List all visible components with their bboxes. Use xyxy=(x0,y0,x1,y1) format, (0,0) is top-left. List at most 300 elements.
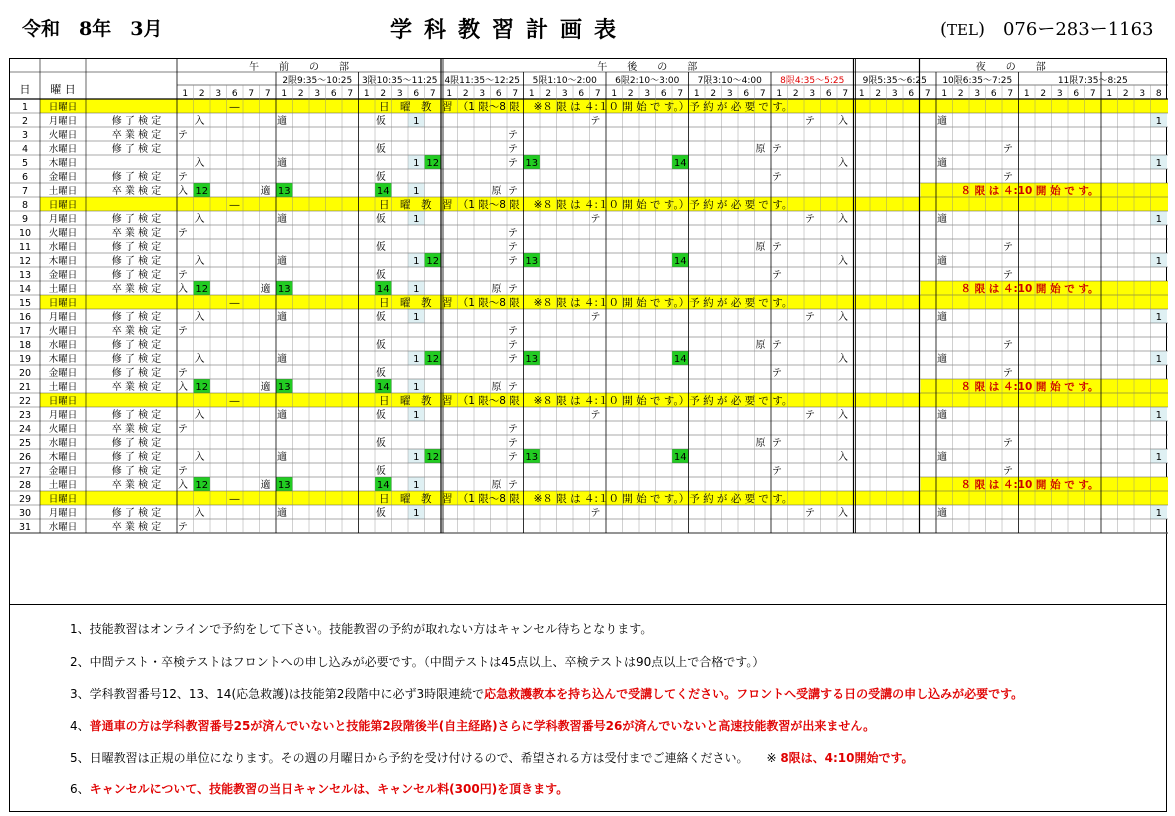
sub-column-number: 1 xyxy=(281,89,288,99)
course-label: 修 了 検 定 xyxy=(111,354,162,365)
course-label: 修 了 検 定 xyxy=(111,410,162,421)
day-number: 21 xyxy=(18,382,32,393)
cell-mark: 12 xyxy=(426,354,440,365)
schedule-grid xyxy=(10,59,1168,606)
weekday-label: 日曜日 xyxy=(48,494,78,505)
weekday-label: 土曜日 xyxy=(48,186,78,197)
weekday-label: 日曜日 xyxy=(48,200,78,211)
cell-mark: 入 xyxy=(194,410,205,421)
weekday-label: 金曜日 xyxy=(48,466,78,477)
sub-column-number: 1 xyxy=(1106,89,1113,99)
cell-mark: 適 xyxy=(937,354,947,365)
sub-column-number: 1 xyxy=(446,89,453,99)
sub-column-number: 7 xyxy=(512,89,519,99)
cell-mark: テ xyxy=(805,214,815,225)
cell-mark: 14 xyxy=(376,480,390,491)
cell-mark: 14 xyxy=(376,382,390,393)
cell-mark: テ xyxy=(508,144,518,155)
course-label: 修 了 検 定 xyxy=(111,438,162,449)
note-emphasis: 応急救護教本を持ち込んで受講してください。フロントへ受講する日の受講の申し込みが必要です。 xyxy=(484,687,1024,701)
sub-column-number: 2 xyxy=(627,89,634,99)
weekday-label: 水曜日 xyxy=(48,242,78,253)
cell-mark: テ xyxy=(508,284,518,295)
cell-mark: 1 xyxy=(1155,256,1162,267)
sunday-banner: 日 曜 教 習 （1 限～8 限 ※８ 限 は ４:１０ 開 始 で す。）予 約 が 必 要 で す。 xyxy=(379,199,793,211)
cell-mark: 原 xyxy=(491,186,502,197)
cell-mark: 1 xyxy=(413,452,420,463)
sub-column-number: 2 xyxy=(545,89,552,99)
cell-mark: テ xyxy=(508,256,518,267)
cell-mark: 適 xyxy=(937,312,947,323)
cell-mark: 1 xyxy=(413,284,420,295)
weekday-label: 木曜日 xyxy=(48,354,78,365)
cell-mark: テ xyxy=(1003,466,1013,477)
section-morning: 午 前 の 部 xyxy=(249,62,349,73)
course-label: 修 了 検 定 xyxy=(111,270,162,281)
weekday-label: 金曜日 xyxy=(48,172,78,183)
cell-mark: テ xyxy=(772,368,782,379)
cell-mark: テ xyxy=(508,354,518,365)
day-number: 4 xyxy=(21,144,29,155)
day-number: 26 xyxy=(18,452,32,463)
cell-mark: テ xyxy=(508,480,518,491)
cell-mark: 適 xyxy=(277,256,287,267)
saturday-banner: ８ 限 は ４:10 開 始 で す。 xyxy=(960,283,1099,295)
cell-mark: 適 xyxy=(277,354,287,365)
cell-mark: 適 xyxy=(277,410,287,421)
sunday-dash: ― xyxy=(229,396,240,407)
cell-mark: 13 xyxy=(277,382,291,393)
day-number: 22 xyxy=(18,396,32,407)
sub-column-number: 6 xyxy=(330,89,337,99)
course-label: 修 了 検 定 xyxy=(111,256,162,267)
cell-mark: 1 xyxy=(413,214,420,225)
day-number: 17 xyxy=(18,326,32,337)
cell-mark: テ xyxy=(1003,438,1013,449)
cell-mark: テ xyxy=(772,466,782,477)
cell-mark: 適 xyxy=(937,256,947,267)
day-number: 1 xyxy=(21,102,29,113)
cell-mark: テ xyxy=(590,410,601,421)
weekday-label: 水曜日 xyxy=(48,522,78,533)
period-header: 10限6:35～7:25 xyxy=(942,76,1013,86)
cell-mark: テ xyxy=(178,172,188,183)
cell-mark: 13 xyxy=(525,256,539,267)
cell-mark: 1 xyxy=(1155,508,1162,519)
tel-number: 076ー283ー1163 xyxy=(1002,19,1154,40)
weekday-label: 木曜日 xyxy=(48,256,78,267)
schedule-table xyxy=(9,58,1167,605)
sub-column-number: 7 xyxy=(347,89,354,99)
weekday-label: 月曜日 xyxy=(48,116,78,127)
cell-mark: テ xyxy=(508,242,518,253)
course-label: 修 了 検 定 xyxy=(111,368,162,379)
cell-mark: 適 xyxy=(937,214,947,225)
day-number: 2 xyxy=(21,116,29,127)
sub-column-number: 7 xyxy=(429,89,436,99)
cell-mark: 12 xyxy=(195,382,209,393)
course-label: 修 了 検 定 xyxy=(111,214,162,225)
cell-mark: 適 xyxy=(277,158,287,169)
day-number: 9 xyxy=(21,214,29,225)
sub-column-number: 3 xyxy=(1056,89,1063,99)
cell-mark: テ xyxy=(1003,144,1013,155)
sub-column-number: 2 xyxy=(1122,89,1129,99)
cell-mark: 適 xyxy=(277,452,287,463)
cell-mark: 入 xyxy=(194,214,205,225)
weekday-label: 水曜日 xyxy=(48,144,78,155)
cell-mark: 入 xyxy=(194,452,205,463)
cell-mark: 仮 xyxy=(376,172,386,183)
weekday-label: 月曜日 xyxy=(48,214,78,225)
cell-mark: テ xyxy=(508,340,518,351)
sub-column-number: 7 xyxy=(677,89,684,99)
cell-mark: 適 xyxy=(260,382,271,393)
note-emphasis: キャンセルについて、技能教習の当日キャンセルは、キャンセル料(300円)を頂きます。 xyxy=(89,782,569,796)
cell-mark: テ xyxy=(772,438,782,449)
day-number: 18 xyxy=(18,340,32,351)
cell-mark: テ xyxy=(805,410,815,421)
cell-mark: 1 xyxy=(413,354,420,365)
weekday-label: 土曜日 xyxy=(48,382,78,393)
note-text: 2、中間テスト・卒検テストはフロントへの申し込みが必要です。（中間テストは45点以上、卒検テストは90点以上で合格です。） xyxy=(70,655,765,669)
cell-mark: 14 xyxy=(673,452,687,463)
note-line xyxy=(70,780,568,797)
sub-column-number: 3 xyxy=(479,89,486,99)
cell-mark: 入 xyxy=(838,158,848,169)
cell-mark: 入 xyxy=(194,354,205,365)
cell-mark: 12 xyxy=(426,256,440,267)
day-number: 16 xyxy=(18,312,32,323)
sunday-dash: ― xyxy=(229,494,240,505)
tel-label: TEL xyxy=(947,21,978,39)
cell-mark: テ xyxy=(590,214,601,225)
course-label: 修 了 検 定 xyxy=(111,452,162,463)
weekday-label: 日曜日 xyxy=(48,298,78,309)
cell-mark: テ xyxy=(805,508,815,519)
cell-mark: 入 xyxy=(838,256,848,267)
weekday-label: 日曜日 xyxy=(48,396,78,407)
cell-mark: 1 xyxy=(413,312,420,323)
sub-column-number: 2 xyxy=(1040,89,1047,99)
day-number: 6 xyxy=(21,172,29,183)
course-label: 卒 業 検 定 xyxy=(111,480,162,491)
day-number: 15 xyxy=(18,298,32,309)
cell-mark: 1 xyxy=(413,158,420,169)
cell-mark: 仮 xyxy=(376,312,386,323)
cell-mark: 原 xyxy=(755,144,766,155)
day-number: 13 xyxy=(18,270,32,281)
course-label: 修 了 検 定 xyxy=(111,242,162,253)
sub-column-number: 7 xyxy=(842,89,849,99)
sub-column-number: 1 xyxy=(858,89,865,99)
cell-mark: 14 xyxy=(673,256,687,267)
cell-mark: 1 xyxy=(1155,410,1162,421)
cell-mark: 1 xyxy=(1155,354,1162,365)
cell-mark: 仮 xyxy=(376,508,386,519)
cell-mark: 1 xyxy=(1155,158,1162,169)
note-line xyxy=(70,685,1023,702)
period-header: 9限5:35～6:25 xyxy=(862,76,927,86)
day-number: 12 xyxy=(18,256,32,267)
cell-mark: 1 xyxy=(413,116,420,127)
course-label: 卒 業 検 定 xyxy=(111,186,162,197)
cell-mark: テ xyxy=(1003,368,1013,379)
cell-mark: 仮 xyxy=(376,270,386,281)
cell-mark: 適 xyxy=(937,116,947,127)
page-header xyxy=(0,0,1175,56)
cell-mark: テ xyxy=(178,522,188,533)
sub-column-number: 3 xyxy=(809,89,816,99)
cell-mark: 13 xyxy=(525,158,539,169)
course-label: 修 了 検 定 xyxy=(111,172,162,183)
cell-mark: 入 xyxy=(838,312,848,323)
cell-mark: 原 xyxy=(755,340,766,351)
cell-mark: 13 xyxy=(277,186,291,197)
period-header: 6限2:10～3:00 xyxy=(615,76,680,86)
cell-mark: テ xyxy=(590,116,601,127)
cell-mark: 仮 xyxy=(376,214,386,225)
sub-column-number: 3 xyxy=(974,89,981,99)
cell-mark: テ xyxy=(772,242,782,253)
period-header: 4限11:35～12:25 xyxy=(444,76,521,86)
cell-mark: 1 xyxy=(1155,312,1162,323)
cell-mark: 入 xyxy=(838,214,848,225)
cell-mark: 13 xyxy=(525,354,539,365)
cell-mark: 1 xyxy=(1155,452,1162,463)
day-number: 30 xyxy=(18,508,32,519)
weekday-label: 金曜日 xyxy=(48,270,78,281)
cell-mark: 入 xyxy=(838,508,848,519)
day-header: 日 xyxy=(19,83,31,96)
sub-column-number: 3 xyxy=(396,89,403,99)
cell-mark: 原 xyxy=(491,382,502,393)
weekday-label: 月曜日 xyxy=(48,508,78,519)
cell-mark: 適 xyxy=(277,116,287,127)
sub-column-number: 2 xyxy=(462,89,469,99)
note-emphasis: 8限は、4:10開始です。 xyxy=(780,751,914,765)
cell-mark: テ xyxy=(590,508,601,519)
cell-mark: 1 xyxy=(413,410,420,421)
cell-mark: テ xyxy=(590,312,601,323)
sunday-dash: ― xyxy=(229,102,240,113)
day-number: 23 xyxy=(18,410,32,421)
course-label: 卒 業 検 定 xyxy=(111,522,162,533)
sub-column-number: 6 xyxy=(908,89,915,99)
day-number: 11 xyxy=(18,242,32,253)
sub-column-number: 7 xyxy=(924,89,931,99)
course-label: 卒 業 検 定 xyxy=(111,326,162,337)
cell-mark: 適 xyxy=(260,284,271,295)
weekday-label: 土曜日 xyxy=(48,284,78,295)
note-text: 3、学科教習番号12、13、14(応急救護)は技能第2段階中に必ず3時限連続で xyxy=(70,687,485,701)
cell-mark: テ xyxy=(1003,172,1013,183)
cell-mark: テ xyxy=(805,312,815,323)
sub-column-number: 3 xyxy=(644,89,651,99)
sub-column-number: 6 xyxy=(990,89,997,99)
cell-mark: テ xyxy=(178,130,188,141)
cell-mark: 仮 xyxy=(376,466,386,477)
day-number: 7 xyxy=(21,186,29,197)
cell-mark: 1 xyxy=(413,382,420,393)
note-line xyxy=(70,653,764,670)
day-number: 27 xyxy=(18,466,32,477)
note-text: 5、日曜教習は正規の単位になります。その週の月曜日から予約を受け付けるので、希望される方は受付までご連絡ください。 ※ xyxy=(70,751,781,765)
cell-mark: 12 xyxy=(195,186,209,197)
cell-mark: 適 xyxy=(937,158,947,169)
note-line xyxy=(70,717,875,734)
cell-mark: 14 xyxy=(673,354,687,365)
note-line xyxy=(70,749,914,766)
sunday-banner: 日 曜 教 習 （1 限～8 限 ※８ 限 は ４:１０ 開 始 で す。）予 約 が 必 要 で す。 xyxy=(379,297,793,309)
weekday-label: 木曜日 xyxy=(48,158,78,169)
notes-section xyxy=(9,604,1167,812)
course-label: 修 了 検 定 xyxy=(111,466,162,477)
sub-column-number: 1 xyxy=(1023,89,1030,99)
cell-mark: 入 xyxy=(194,312,205,323)
section-night: 夜 の 部 xyxy=(975,62,1046,73)
course-label: 卒 業 検 定 xyxy=(111,228,162,239)
course-label: 修 了 検 定 xyxy=(111,116,162,127)
sub-column-number: 6 xyxy=(495,89,502,99)
period-header: 3限10:35～11:25 xyxy=(361,76,438,86)
sub-column-number: 1 xyxy=(363,89,370,99)
sub-column-number: 2 xyxy=(875,89,882,99)
cell-mark: テ xyxy=(1003,340,1013,351)
cell-mark: 14 xyxy=(376,284,390,295)
cell-mark: 適 xyxy=(277,312,287,323)
course-label: 卒 業 検 定 xyxy=(111,130,162,141)
day-number: 29 xyxy=(18,494,32,505)
cell-mark: テ xyxy=(772,270,782,281)
phone-number: (TEL) 076ー283ー1163 xyxy=(940,19,1154,40)
weekday-label: 月曜日 xyxy=(48,410,78,421)
sub-column-number: 3 xyxy=(1139,89,1146,99)
period-header: 5限1:10～2:00 xyxy=(532,76,597,86)
sub-column-number: 6 xyxy=(231,89,238,99)
sub-column-number: 7 xyxy=(759,89,766,99)
cell-mark: 仮 xyxy=(376,410,386,421)
cell-mark: 入 xyxy=(838,452,848,463)
saturday-banner: ８ 限 は ４:10 開 始 で す。 xyxy=(960,381,1099,393)
cell-mark: 仮 xyxy=(376,242,386,253)
sub-column-number: 2 xyxy=(792,89,799,99)
sub-column-number: 1 xyxy=(182,89,189,99)
course-label: 卒 業 検 定 xyxy=(111,284,162,295)
weekday-label: 火曜日 xyxy=(48,326,78,337)
weekday-label: 水曜日 xyxy=(48,438,78,449)
sunday-banner: 日 曜 教 習 （1 限～8 限 ※８ 限 は ４:１０ 開 始 で す。）予 約 が 必 要 で す。 xyxy=(379,395,793,407)
weekday-label: 金曜日 xyxy=(48,368,78,379)
cell-mark: 適 xyxy=(937,508,947,519)
day-number: 25 xyxy=(18,438,32,449)
cell-mark: 入 xyxy=(178,480,188,491)
cell-mark: 仮 xyxy=(376,144,386,155)
weekday-label: 月曜日 xyxy=(48,312,78,323)
weekday-label: 木曜日 xyxy=(48,452,78,463)
sub-column-number: 7 xyxy=(1007,89,1014,99)
cell-mark: 適 xyxy=(277,508,287,519)
cell-mark: 13 xyxy=(277,480,291,491)
cell-mark: 原 xyxy=(755,438,766,449)
sub-column-number: 7 xyxy=(1089,89,1096,99)
cell-mark: 14 xyxy=(376,186,390,197)
sub-column-number: 1 xyxy=(611,89,618,99)
cell-mark: 仮 xyxy=(376,368,386,379)
sub-column-number: 3 xyxy=(215,89,222,99)
period-header: 11限7:35～8:25 xyxy=(1057,76,1128,86)
note-text: 6、 xyxy=(70,782,90,796)
cell-mark: テ xyxy=(178,270,188,281)
cell-mark: テ xyxy=(772,144,782,155)
day-number: 5 xyxy=(21,158,29,169)
cell-mark: 12 xyxy=(426,452,440,463)
period-header: 7限3:10～4:00 xyxy=(697,76,762,86)
cell-mark: 原 xyxy=(491,480,502,491)
cell-mark: テ xyxy=(772,172,782,183)
cell-mark: テ xyxy=(178,326,188,337)
cell-mark: 1 xyxy=(413,186,420,197)
cell-mark: 1 xyxy=(413,480,420,491)
sub-column-number: 2 xyxy=(957,89,964,99)
day-number: 31 xyxy=(18,522,32,533)
cell-mark: 12 xyxy=(195,480,209,491)
weekday-header: 曜 日 xyxy=(50,83,76,96)
saturday-banner: ８ 限 は ４:10 開 始 で す。 xyxy=(960,479,1099,491)
day-number: 28 xyxy=(18,480,32,491)
cell-mark: 適 xyxy=(937,452,947,463)
sub-column-number: 3 xyxy=(891,89,898,99)
cell-mark: テ xyxy=(508,228,518,239)
sunday-banner: 日 曜 教 習 （1 限～8 限 ※８ 限 は ４:１０ 開 始 で す。）予 約 が 必 要 で す。 xyxy=(379,101,793,113)
day-number: 3 xyxy=(21,130,29,141)
note-text: 1、技能教習はオンラインで予約をして下さい。技能教習の予約が取れない方はキャンセル待ちとなります。 xyxy=(70,622,653,636)
cell-mark: テ xyxy=(1003,242,1013,253)
sub-column-number: 1 xyxy=(776,89,783,99)
period-header: 2限9:35～10:25 xyxy=(282,76,353,86)
course-label: 修 了 検 定 xyxy=(111,340,162,351)
cell-mark: 入 xyxy=(194,158,205,169)
cell-mark: テ xyxy=(772,340,782,351)
cell-mark: 入 xyxy=(838,116,848,127)
period-header: 8限4:35～5:25 xyxy=(780,76,845,86)
cell-mark: 1 xyxy=(413,256,420,267)
sub-column-number: 6 xyxy=(660,89,667,99)
cell-mark: テ xyxy=(508,326,518,337)
sub-column-number: 7 xyxy=(264,89,271,99)
cell-mark: 12 xyxy=(426,158,440,169)
cell-mark: 1 xyxy=(1155,116,1162,127)
cell-mark: テ xyxy=(178,424,188,435)
cell-mark: テ xyxy=(178,228,188,239)
cell-mark: 入 xyxy=(838,354,848,365)
sub-column-number: 3 xyxy=(561,89,568,99)
cell-mark: 仮 xyxy=(376,116,386,127)
sub-column-number: 6 xyxy=(825,89,832,99)
cell-mark: 入 xyxy=(194,256,205,267)
cell-mark: 入 xyxy=(838,410,848,421)
sub-column-number: 2 xyxy=(710,89,717,99)
cell-mark: テ xyxy=(508,130,518,141)
cell-mark: テ xyxy=(805,116,815,127)
course-label: 卒 業 検 定 xyxy=(111,424,162,435)
sub-column-number: 2 xyxy=(380,89,387,99)
cell-mark: 仮 xyxy=(376,340,386,351)
course-label: 修 了 検 定 xyxy=(111,508,162,519)
cell-mark: 13 xyxy=(277,284,291,295)
sunday-dash: ― xyxy=(229,200,240,211)
cell-mark: テ xyxy=(1003,270,1013,281)
